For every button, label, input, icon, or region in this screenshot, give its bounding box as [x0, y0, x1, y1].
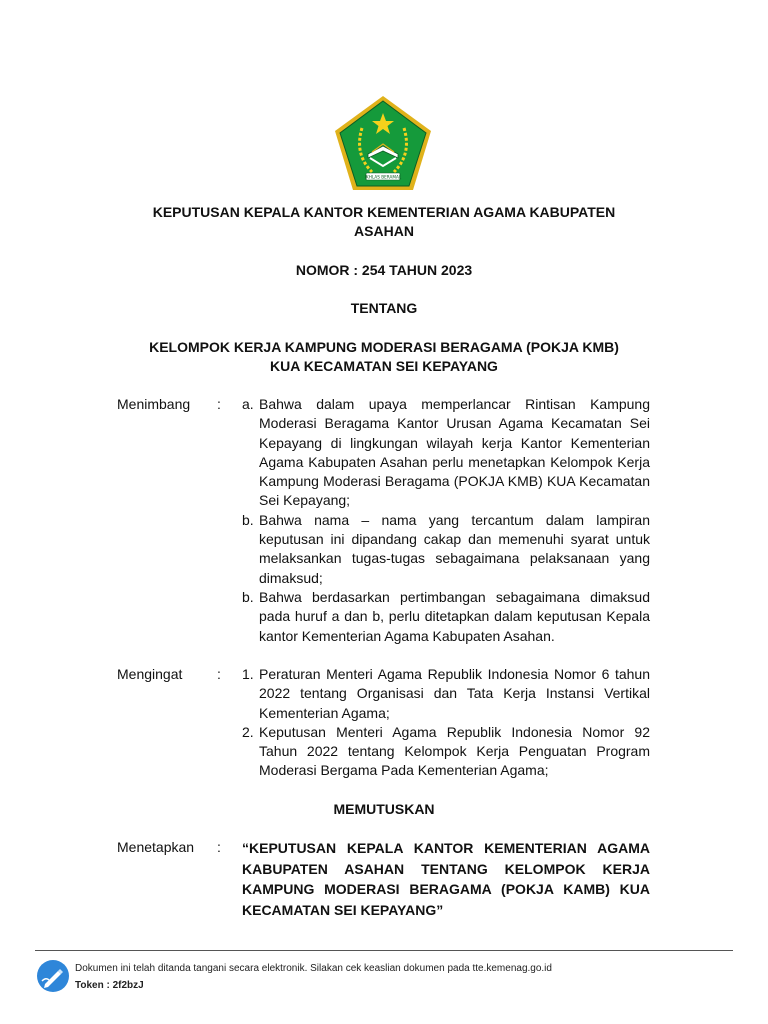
item-marker: b.: [242, 511, 254, 528]
item-text: Bahwa berdasarkan pertimbangan sebagaimana dimaksud pada huruf a dan b, perlu ditetapkan dalam keputusan Kepala kantor Kementerian Agama Kabupaten Asahan.: [259, 588, 650, 644]
kemenag-logo: [332, 94, 434, 194]
item-marker: a.: [242, 396, 254, 412]
menetapkan-section: [117, 838, 650, 920]
item-text: Peraturan Menteri Agama Republik Indonesia Nomor 6 tahun 2022 tentang Organisasi dan Tata Kerja Instansi Vertikal Kementerian Agama;: [259, 666, 650, 721]
tentang-heading: TENTANG: [350, 300, 418, 316]
memutuskan-heading: MEMUTUSKAN: [333, 801, 435, 817]
footer-token: Token : 2f2bzJ: [75, 980, 144, 991]
mengingat-section: [117, 665, 650, 781]
mengingat-item: [242, 723, 650, 781]
logo-motto: IKHLAS BERAMAL: [364, 174, 402, 180]
decree-number: NOMOR : 254 TAHUN 2023: [295, 262, 473, 278]
mengingat-label: Mengingat: [117, 666, 183, 682]
menimbang-label: Menimbang: [117, 396, 191, 412]
menimbang-item: [242, 588, 650, 646]
decree-title-line1: KEPUTUSAN KEPALA KANTOR KEMENTERIAN AGAMA KABUPATEN: [152, 204, 616, 220]
menimbang-colon: :: [217, 396, 221, 412]
decree-subject-line2: KUA KECAMATAN SEI KEPAYANG: [270, 358, 498, 374]
item-marker: 1.: [242, 666, 254, 682]
decree-title-line2: ASAHAN: [354, 223, 414, 239]
item-marker: b.: [242, 588, 254, 605]
menimbang-item: [242, 511, 650, 588]
footer-verification-note: Dokumen ini telah ditanda tangani secara elektronik. Silakan cek keaslian dokumen pada tte.kemenag.go.id: [75, 963, 552, 974]
menetapkan-label: Menetapkan: [117, 839, 195, 855]
item-text: Bahwa nama – nama yang tercantum dalam lampiran keputusan ini dipandang cakap dan memenuhi syarat untuk melaksankan tugas-tugas sebagaimana pelaksanaan yang dimaksud;: [259, 511, 650, 586]
e-signature-pen-icon: [36, 959, 70, 993]
menimbang-item: [242, 395, 650, 511]
item-marker: 2.: [242, 723, 254, 740]
item-text: Bahwa dalam upaya memperlancar Rintisan Kampung Moderasi Beragama Kantor Urusan Agama Kecamatan Sei Kepayang di lingkungan wilayah kerja Kantor Kementerian Agama Kabupaten Asahan perlu menetapkan Kelompok Kerja Kampung Moderasi Beragama (POKJA KMB) KUA Kecamatan Sei Kepayang;: [259, 396, 650, 509]
item-text: Keputusan Menteri Agama Republik Indonesia Nomor 92 Tahun 2022 tentang Kelompok Kerja Penguatan Program Moderasi Bergama Pada Kementerian Agama;: [259, 723, 650, 779]
menetapkan-colon: :: [217, 839, 221, 855]
mengingat-colon: :: [217, 666, 221, 682]
footer-divider: [35, 950, 733, 951]
mengingat-item: [242, 665, 650, 723]
menimbang-section: [117, 395, 650, 646]
menetapkan-text: “KEPUTUSAN KEPALA KANTOR KEMENTERIAN AGAMA KABUPATEN ASAHAN TENTANG KELOMPOK KERJA KAMPUNG MODERASI BERAGAMA (POKJA KAMB) KUA KECAMATAN SEI KEPAYANG”: [242, 840, 650, 918]
decree-subject-line1: KELOMPOK KERJA KAMPUNG MODERASI BERAGAMA (POKJA KMB): [149, 339, 619, 355]
